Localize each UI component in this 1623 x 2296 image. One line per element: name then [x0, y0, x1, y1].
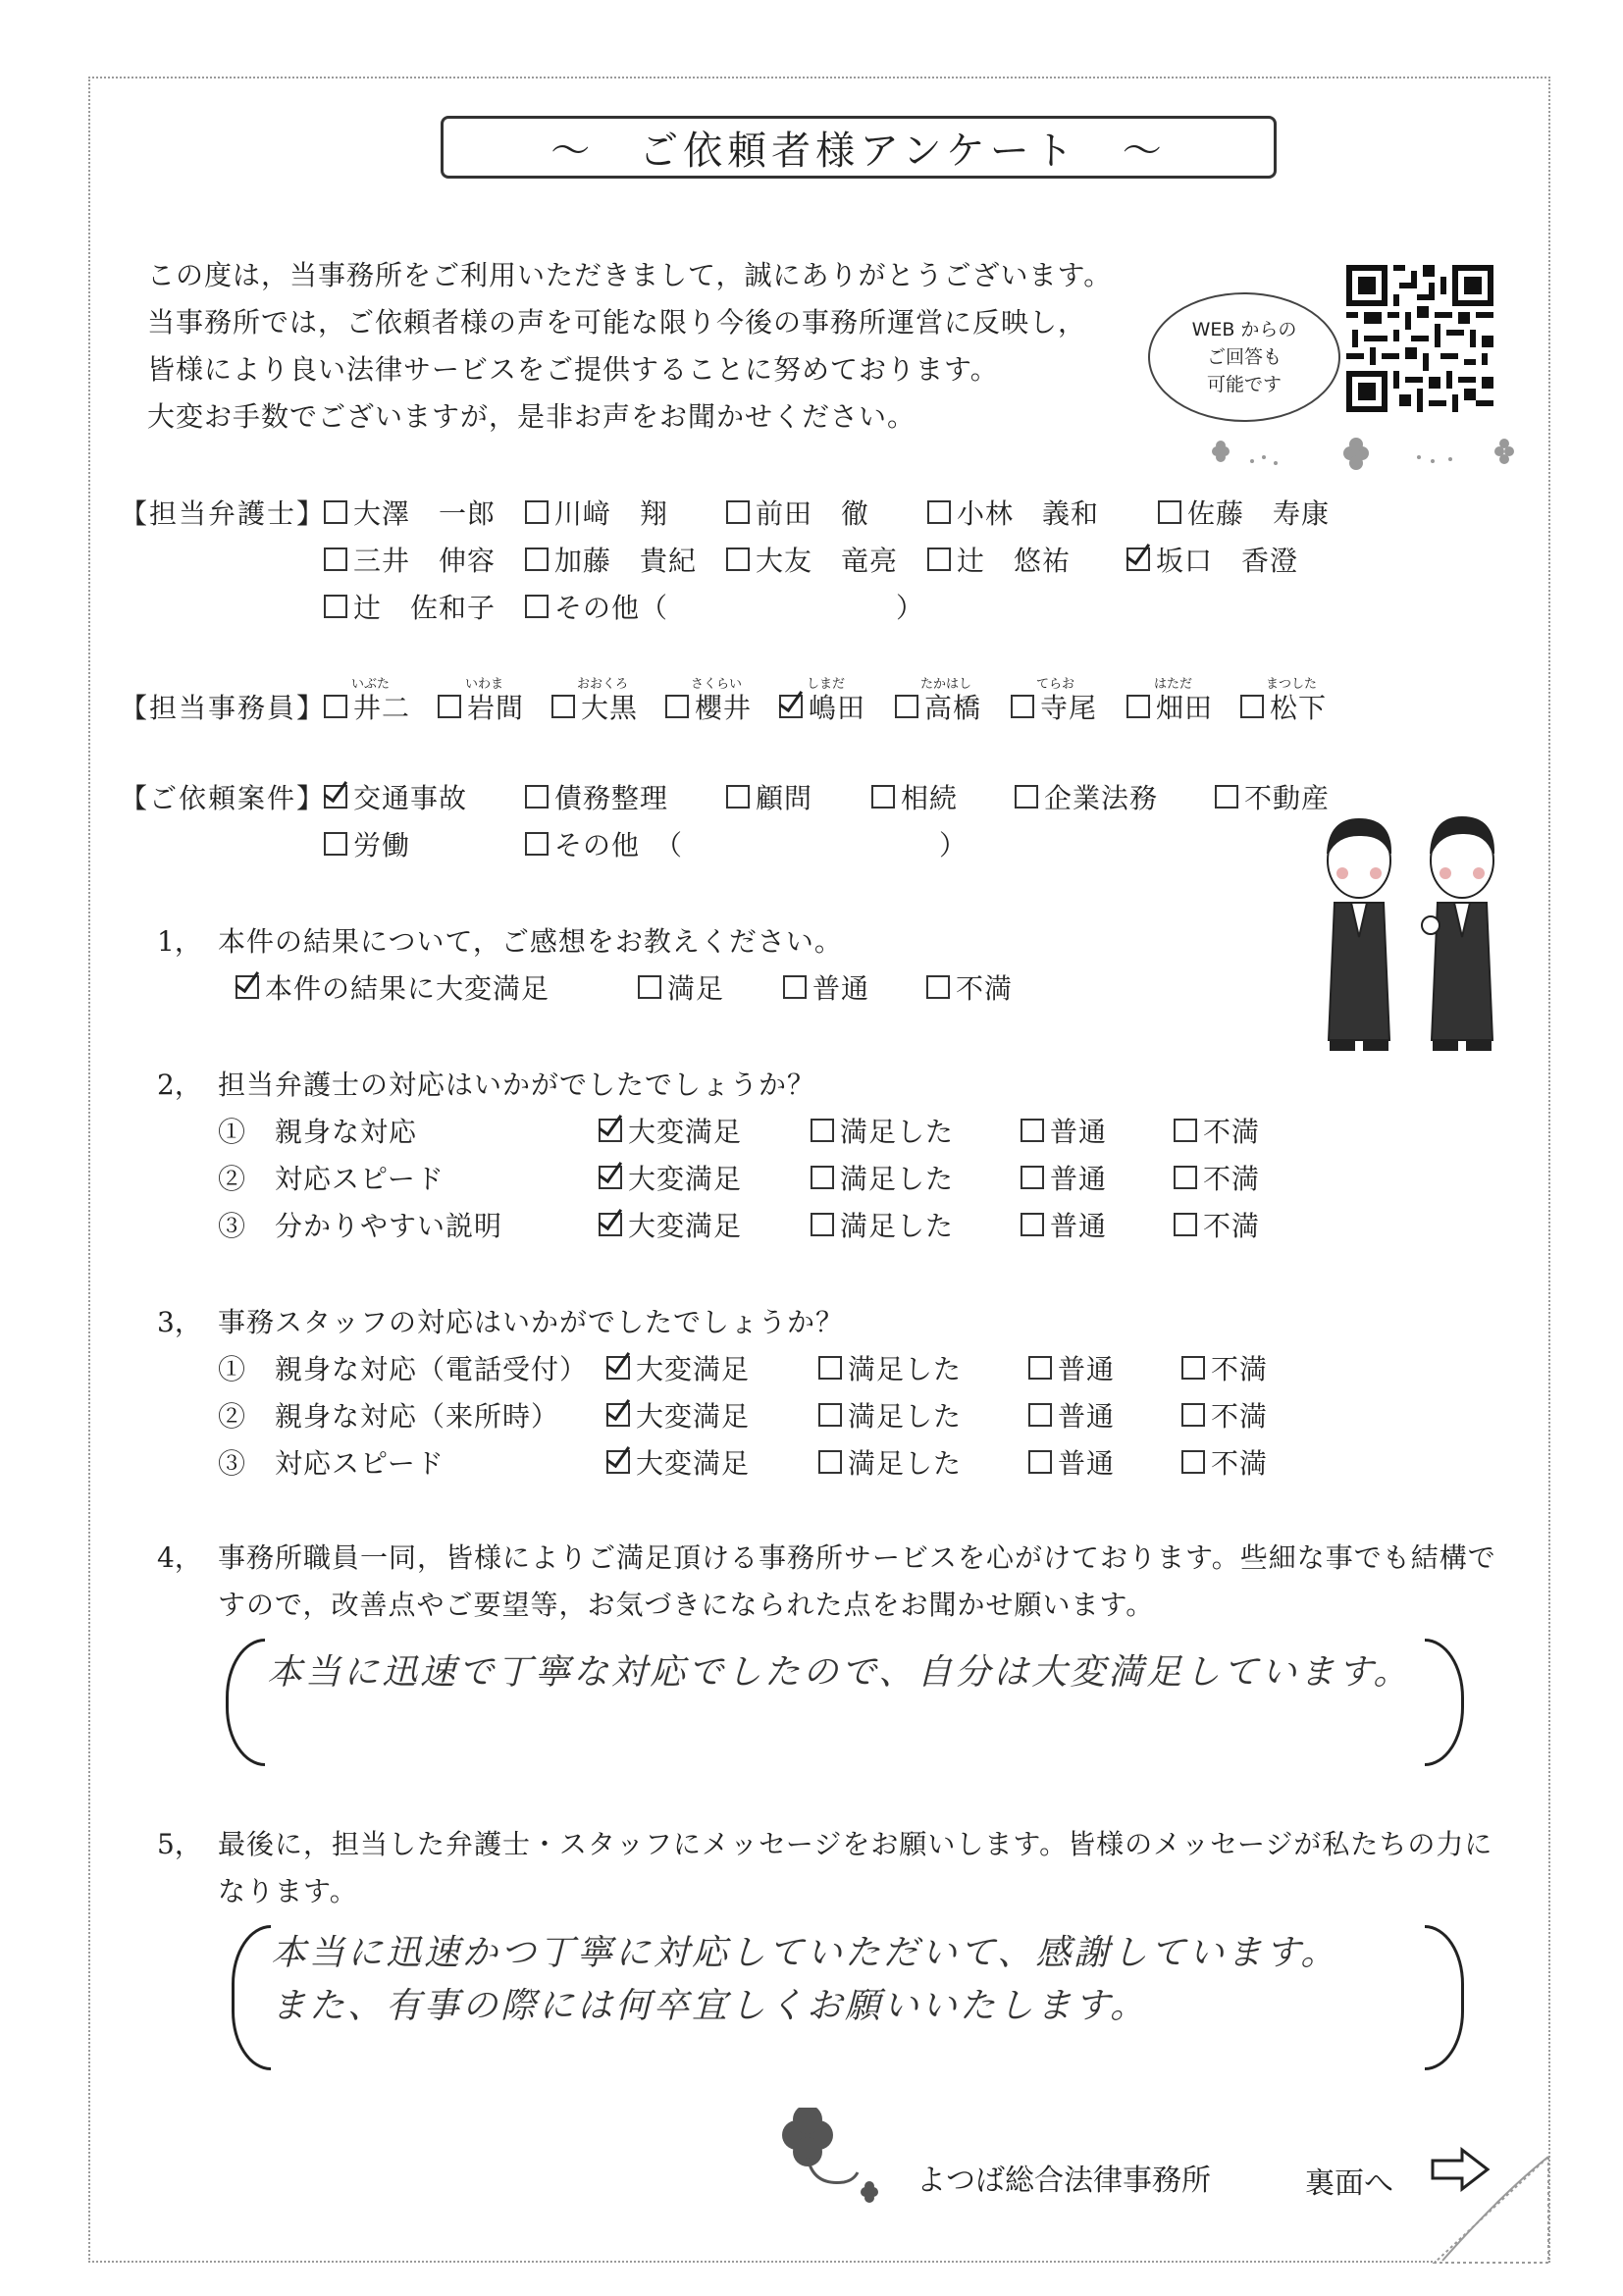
- option-label: 辻 悠祐: [957, 545, 1072, 577]
- option-label: 前田 徹: [756, 497, 870, 530]
- q4-handwritten-answer[interactable]: 本当に迅速で丁寧な対応でしたので、自分は大変満足しています。: [267, 1652, 1412, 1693]
- option-label: 三井 伸容: [353, 545, 497, 577]
- checkbox[interactable]: [783, 975, 807, 999]
- option-label: 不動産: [1244, 782, 1331, 814]
- staff-option[interactable]: [895, 687, 981, 726]
- intro-line: 皆様により良い法律サービスをご提供することに努めております。: [147, 353, 999, 386]
- checkbox[interactable]: [551, 695, 575, 718]
- checkbox[interactable]: [665, 695, 689, 718]
- lawyers-illustration-icon: [1305, 800, 1521, 1065]
- option-label: その他 （ ）: [554, 829, 969, 861]
- lawyer-option[interactable]: [324, 587, 496, 626]
- question-number: 1，: [157, 925, 202, 958]
- checkbox[interactable]: [324, 548, 347, 571]
- option-label: 不満: [1203, 1163, 1261, 1195]
- checkbox[interactable]: [726, 500, 750, 524]
- staff-option[interactable]: [1240, 687, 1327, 726]
- intro-line: 大変お手数でございますが，是非お声をお聞かせください。: [147, 400, 916, 433]
- checkbox[interactable]: [1011, 695, 1034, 718]
- lawyer-option[interactable]: [525, 493, 668, 532]
- staff-option[interactable]: [1011, 687, 1097, 726]
- option-label: 普通: [1050, 1163, 1108, 1195]
- question-number: 3，: [157, 1306, 202, 1338]
- checkbox[interactable]: [525, 832, 549, 856]
- option-label: 顧問: [756, 782, 813, 814]
- ruby-text: しまだ: [807, 677, 846, 692]
- intro-line: この度は，当事務所をご利用いただきまして，誠にありがとうございます。: [147, 259, 1113, 291]
- checkbox[interactable]: [1181, 1356, 1205, 1380]
- option-label: 普通: [1050, 1116, 1108, 1148]
- option-label: 大変満足: [628, 1116, 743, 1148]
- checkbox[interactable]: [926, 975, 950, 999]
- lawyer-option[interactable]: [927, 540, 1071, 579]
- option-label: 普通: [1058, 1400, 1116, 1433]
- checkbox-checked[interactable]: [606, 1356, 630, 1380]
- checkbox[interactable]: [818, 1356, 842, 1380]
- checkbox-checked[interactable]: [599, 1166, 622, 1189]
- q1-option[interactable]: [926, 967, 1013, 1007]
- case-option-selected[interactable]: [324, 777, 467, 816]
- checkbox-checked[interactable]: [599, 1119, 622, 1142]
- ruby-text: はただ: [1154, 677, 1193, 692]
- option-label: 大友 竜亮: [756, 545, 899, 577]
- checkbox[interactable]: [811, 1119, 834, 1142]
- checkbox[interactable]: [1158, 500, 1181, 524]
- option-label: 満足した: [848, 1400, 963, 1433]
- option-label: 大黒: [581, 692, 639, 724]
- checkbox[interactable]: [1021, 1166, 1044, 1189]
- question-text: 事務所職員一同，皆様によりご満足頂ける事務所サービスを心がけております。些細な事でも結構で: [218, 1541, 1496, 1574]
- q1-option[interactable]: [638, 967, 724, 1007]
- option-label: 大変満足: [636, 1400, 751, 1433]
- option-label: 満足した: [840, 1163, 955, 1195]
- checkbox[interactable]: [324, 595, 347, 618]
- intro-line: 当事務所では，ご依頼者様の声を可能な限り今後の事務所運営に反映し，: [147, 306, 1087, 339]
- case-option[interactable]: [525, 777, 668, 816]
- answer-option-selected[interactable]: [599, 1205, 742, 1244]
- option-label: その他（ ）: [554, 592, 925, 624]
- lawyers-label: 【担当弁護士】: [120, 497, 327, 530]
- case-option[interactable]: [1015, 777, 1158, 816]
- answer-option[interactable]: [1181, 1395, 1268, 1435]
- answer-option[interactable]: [1174, 1205, 1260, 1244]
- case-option-other[interactable]: [525, 824, 968, 863]
- checkbox[interactable]: [818, 1450, 842, 1474]
- option-label: 本件の結果に大変満足: [265, 972, 550, 1005]
- staff-option[interactable]: [438, 687, 524, 726]
- option-label: 不満: [1211, 1447, 1269, 1480]
- q3-row-label: ③ 対応スピード: [218, 1447, 445, 1480]
- question-text: すので，改善点やご要望等，お気づきになられた点をお聞かせ願います。: [218, 1589, 1155, 1621]
- lawyer-option[interactable]: [525, 540, 697, 579]
- answer-option[interactable]: [1021, 1205, 1107, 1244]
- answer-option[interactable]: [818, 1442, 962, 1482]
- qr-code-icon[interactable]: [1346, 265, 1493, 412]
- q2-row-label: ② 対応スピード: [218, 1163, 445, 1195]
- lawyer-option-other[interactable]: [525, 587, 924, 626]
- q5-handwritten-answer-line[interactable]: また、有事の際には何卒宜しくお願いいたします。: [271, 1986, 1149, 2026]
- option-label: 不満: [1211, 1400, 1269, 1433]
- checkbox[interactable]: [525, 595, 549, 618]
- checkbox[interactable]: [1240, 695, 1264, 718]
- clover-logo-icon: [763, 2108, 891, 2206]
- ruby-text: さくらい: [691, 677, 743, 692]
- case-option[interactable]: [871, 777, 958, 816]
- ruby-text: てらお: [1036, 677, 1075, 692]
- checkbox[interactable]: [927, 548, 951, 571]
- checkbox[interactable]: [1174, 1213, 1197, 1236]
- option-label: 普通: [1058, 1447, 1116, 1480]
- case-option[interactable]: [726, 777, 812, 816]
- question-text: 本件の結果について，ご感想をお教えください。: [218, 925, 843, 958]
- ruby-text: たかはし: [920, 677, 972, 692]
- option-label: 不満: [1203, 1210, 1261, 1242]
- checkbox[interactable]: [1021, 1213, 1044, 1236]
- answer-option[interactable]: [818, 1395, 962, 1435]
- lawyer-option[interactable]: [726, 493, 869, 532]
- checkbox-checked[interactable]: [779, 695, 803, 718]
- checkbox[interactable]: [1028, 1356, 1052, 1380]
- case-option[interactable]: [324, 824, 410, 863]
- question-text: 事務スタッフの対応はいかがでしたでしょうか？: [218, 1306, 845, 1338]
- bubble-line: WEB からの: [1191, 319, 1297, 340]
- option-label: 債務整理: [554, 782, 669, 814]
- checkbox[interactable]: [895, 695, 918, 718]
- option-label: 普通: [1050, 1210, 1108, 1242]
- option-label: 不満: [1211, 1353, 1269, 1385]
- ruby-text: おおくろ: [577, 677, 629, 692]
- answer-option-selected[interactable]: [606, 1442, 750, 1482]
- q1-option-selected[interactable]: [236, 967, 550, 1007]
- checkbox-checked[interactable]: [1126, 548, 1150, 571]
- option-label: 普通: [1058, 1353, 1116, 1385]
- bubble-line: 可能です: [1206, 374, 1282, 395]
- option-label: 普通: [812, 972, 870, 1005]
- page-title: [441, 116, 1277, 179]
- bubble-line: ご回答も: [1206, 346, 1282, 368]
- option-label: 大変満足: [636, 1447, 751, 1480]
- option-label: 高橋: [924, 692, 982, 724]
- option-label: 寺尾: [1040, 692, 1098, 724]
- lawyer-option[interactable]: [1158, 493, 1330, 532]
- lawyer-option[interactable]: [726, 540, 898, 579]
- option-label: 大澤 一郎: [353, 497, 497, 530]
- option-label: 井二: [353, 692, 411, 724]
- checkbox[interactable]: [638, 975, 661, 999]
- option-label: 相続: [901, 782, 959, 814]
- checkbox[interactable]: [726, 785, 750, 809]
- staff-option[interactable]: [324, 687, 410, 726]
- q3-row-label: ② 親身な対応（来所時）: [218, 1400, 560, 1433]
- staff-label: 【担当事務員】: [120, 692, 327, 724]
- answer-option[interactable]: [1181, 1442, 1268, 1482]
- checkbox[interactable]: [1028, 1450, 1052, 1474]
- q2-row-label: ③ 分かりやすい説明: [218, 1210, 503, 1242]
- answer-option[interactable]: [1181, 1348, 1268, 1387]
- staff-option[interactable]: [665, 687, 752, 726]
- answer-option[interactable]: [818, 1348, 962, 1387]
- option-label: 不満: [1203, 1116, 1261, 1148]
- checkbox[interactable]: [927, 500, 951, 524]
- checkbox[interactable]: [871, 785, 895, 809]
- answer-option[interactable]: [1028, 1348, 1115, 1387]
- option-label: 交通事故: [353, 782, 468, 814]
- option-label: 大変満足: [628, 1210, 743, 1242]
- answer-option-selected[interactable]: [599, 1111, 742, 1150]
- option-label: 加藤 貴紀: [554, 545, 698, 577]
- option-label: 満足: [667, 972, 725, 1005]
- staff-option[interactable]: [551, 687, 638, 726]
- question-number: 5，: [157, 1828, 202, 1860]
- option-label: 大変満足: [636, 1353, 751, 1385]
- answer-option-selected[interactable]: [606, 1395, 750, 1435]
- option-label: 畑田: [1156, 692, 1214, 724]
- checkbox[interactable]: [324, 500, 347, 524]
- checkbox[interactable]: [525, 785, 549, 809]
- ruby-text: まつした: [1266, 677, 1318, 692]
- answer-option[interactable]: [1174, 1158, 1260, 1197]
- staff-option[interactable]: [1126, 687, 1213, 726]
- checkbox-checked[interactable]: [324, 785, 347, 809]
- q3-row-label: ① 親身な対応（電話受付）: [218, 1353, 589, 1385]
- question-number: 2，: [157, 1069, 202, 1101]
- checkbox[interactable]: [818, 1403, 842, 1427]
- checkbox[interactable]: [438, 695, 461, 718]
- checkbox[interactable]: [726, 548, 750, 571]
- checkbox[interactable]: [1021, 1119, 1044, 1142]
- intro-paragraph: [147, 252, 1112, 441]
- answer-option[interactable]: [1021, 1158, 1107, 1197]
- firm-name: よつば総合法律事務所: [916, 2164, 1211, 2198]
- clover-decoration-icon: [1205, 438, 1539, 483]
- option-label: 佐藤 寿康: [1187, 497, 1331, 530]
- q2-row-label: ① 親身な対応: [218, 1116, 418, 1148]
- checkbox[interactable]: [525, 548, 549, 571]
- option-label: 満足した: [848, 1353, 963, 1385]
- question-text: 担当弁護士の対応はいかがでしたでしょうか？: [218, 1069, 816, 1101]
- answer-option[interactable]: [1021, 1111, 1107, 1150]
- page-title-text: 〜 ご依頼者様アンケート 〜: [550, 128, 1167, 174]
- answer-option[interactable]: [1174, 1111, 1260, 1150]
- checkbox[interactable]: [1181, 1450, 1205, 1474]
- lawyer-option[interactable]: [324, 493, 496, 532]
- checkbox[interactable]: [525, 500, 549, 524]
- checkbox[interactable]: [1174, 1119, 1197, 1142]
- checkbox[interactable]: [324, 695, 347, 718]
- checkbox[interactable]: [1126, 695, 1150, 718]
- checkbox[interactable]: [1215, 785, 1238, 809]
- ruby-text: いぶた: [351, 677, 391, 692]
- lawyer-option[interactable]: [324, 540, 496, 579]
- option-label: 小林 義和: [957, 497, 1100, 530]
- back-side-link[interactable]: 裏面へ: [1305, 2166, 1393, 2201]
- staff-option-selected[interactable]: [779, 687, 865, 726]
- checkbox[interactable]: [811, 1166, 834, 1189]
- option-label: 嶋田: [809, 692, 866, 724]
- answer-option[interactable]: [1028, 1395, 1115, 1435]
- q5-handwritten-answer-line[interactable]: 本当に迅速かつ丁寧に対応していただいて、感謝しています。: [271, 1933, 1339, 1973]
- ruby-text: いわま: [465, 677, 504, 692]
- option-label: 松下: [1270, 692, 1328, 724]
- option-label: 労働: [353, 829, 411, 861]
- question-text: 最後に，担当した弁護士・スタッフにメッセージをお願いします。皆様のメッセージが私たちの力に: [218, 1828, 1493, 1860]
- answer-option-selected[interactable]: [599, 1158, 742, 1197]
- checkbox[interactable]: [1174, 1166, 1197, 1189]
- question-text: なります。: [218, 1875, 358, 1907]
- cases-label: 【ご依頼案件】: [120, 782, 327, 814]
- checkbox-checked[interactable]: [599, 1213, 622, 1236]
- option-label: 不満: [956, 972, 1014, 1005]
- page-curl-icon: [1433, 2155, 1554, 2265]
- lawyer-option[interactable]: [927, 493, 1099, 532]
- checkbox[interactable]: [324, 832, 347, 856]
- answer-option[interactable]: [811, 1205, 954, 1244]
- answer-option[interactable]: [811, 1158, 954, 1197]
- answer-option[interactable]: [811, 1111, 954, 1150]
- q1-option[interactable]: [783, 967, 869, 1007]
- checkbox-checked[interactable]: [606, 1403, 630, 1427]
- option-label: 満足した: [840, 1210, 955, 1242]
- option-label: 企業法務: [1044, 782, 1159, 814]
- option-label: 川﨑 翔: [554, 497, 669, 530]
- lawyer-option-selected[interactable]: [1126, 540, 1298, 579]
- checkbox-checked[interactable]: [606, 1450, 630, 1474]
- answer-option[interactable]: [1028, 1442, 1115, 1482]
- option-label: 満足した: [848, 1447, 963, 1480]
- option-label: 櫻井: [695, 692, 753, 724]
- option-label: 辻 佐和子: [353, 592, 497, 624]
- web-answer-bubble: [1148, 292, 1340, 422]
- checkbox[interactable]: [1015, 785, 1038, 809]
- option-label: 岩間: [467, 692, 525, 724]
- option-label: 坂口 香澄: [1156, 545, 1299, 577]
- answer-option-selected[interactable]: [606, 1348, 750, 1387]
- checkbox-checked[interactable]: [236, 975, 259, 999]
- checkbox[interactable]: [1181, 1403, 1205, 1427]
- option-label: 満足した: [840, 1116, 955, 1148]
- checkbox[interactable]: [811, 1213, 834, 1236]
- question-number: 4，: [157, 1541, 202, 1574]
- option-label: 大変満足: [628, 1163, 743, 1195]
- checkbox[interactable]: [1028, 1403, 1052, 1427]
